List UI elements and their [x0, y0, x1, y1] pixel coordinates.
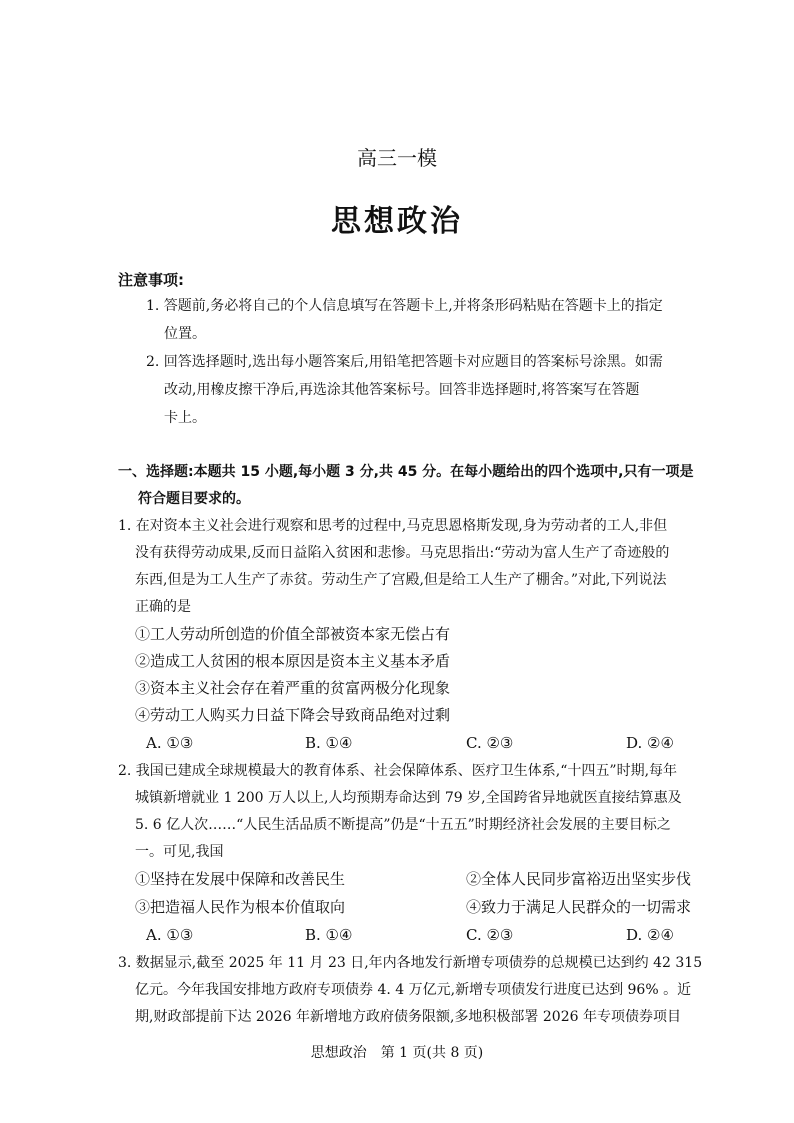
question-2-line: 5. 6 亿人次……“人民生活品质不断提高”仍是“十五五”时期经济社会发展的主要目标之 [135, 817, 671, 833]
section-heading-cont: 符合题目要求的。 [138, 491, 250, 507]
exam-title: 思想政治 [331, 204, 463, 239]
exam-subtitle: 高三一模 [357, 146, 437, 170]
question-1-line: 1. 在对资本主义社会进行观察和思考的过程中,马克思恩格斯发现,身为劳动者的工人,非但 [118, 518, 668, 534]
question-1-option-d: D. ②④ [626, 734, 674, 752]
question-1-line: 东西,但是为工人生产了赤贫。劳动生产了宫殿,但是给工人生产了棚舍。”对此,下列说法 [135, 572, 667, 588]
question-1-statement: ④劳动工人购买力日益下降会导致商品绝对过剩 [135, 706, 451, 724]
question-3-line: 期,财政部提前下达 2026 年新增地方政府债务限额,多地积极部署 2026 年专项债券项目 [135, 1009, 681, 1025]
question-1-line: 正确的是 [135, 599, 191, 615]
question-3-line: 3. 数据显示,截至 2025 年 11 月 23 日,年内各地发行新增专项债券的总规模已达到约 42 315 [118, 955, 703, 971]
question-2-option-d: D. ②④ [626, 926, 674, 944]
notes-line: 1. 答题前,务必将自己的个人信息填写在答题卡上,并将条形码粘贴在答题卡上的指定 [146, 298, 663, 314]
question-2-option-b: B. ①④ [305, 926, 353, 944]
question-1-option-b: B. ①④ [305, 734, 353, 752]
question-2-statement: ④致力于满足人民群众的一切需求 [466, 898, 692, 916]
notes-line: 卡上。 [164, 410, 206, 426]
notes-line: 2. 回答选择题时,选出每小题答案后,用铅笔把答题卡对应题目的答案标号涂黑。如需 [146, 354, 663, 370]
question-2-statement: ②全体人民同步富裕迈出坚实步伐 [466, 870, 692, 888]
notes-line: 位置。 [164, 326, 206, 342]
question-2-statement: ③把造福人民作为根本价值取向 [135, 898, 346, 916]
question-2-line: 一。可见,我国 [135, 844, 224, 860]
question-2-option-c: C. ②③ [466, 926, 514, 944]
question-2-statement: ①坚持在发展中保障和改善民生 [135, 870, 346, 888]
question-1-statement: ①工人劳动所创造的价值全部被资本家无偿占有 [135, 625, 451, 643]
question-3-line: 亿元。今年我国安排地方政府专项债券 4. 4 万亿元,新增专项债发行进度已达到 96% 。近 [135, 982, 692, 998]
notes-line: 改动,用橡皮擦干净后,再选涂其他答案标号。回答非选择题时,将答案写在答题 [164, 382, 640, 398]
question-1-statement: ②造成工人贫困的根本原因是资本主义基本矛盾 [135, 652, 451, 670]
question-1-option-a: A. ①③ [146, 734, 194, 752]
section-heading: 一、选择题:本题共 15 小题,每小题 3 分,共 45 分。在每小题给出的四个选项中,只有一项是 [118, 464, 694, 480]
page-footer: 思想政治 第 1 页(共 8 页) [310, 1045, 484, 1061]
question-1-option-c: C. ②③ [466, 734, 514, 752]
question-2-line: 城镇新增就业 1 200 万人以上,人均预期寿命达到 79 岁,全国跨省异地就医直接结算惠及 [135, 790, 682, 806]
question-1-statement: ③资本主义社会存在着严重的贫富两极分化现象 [135, 679, 451, 697]
notes-heading: 注意事项: [118, 271, 184, 289]
question-2-option-a: A. ①③ [146, 926, 194, 944]
question-2-line: 2. 我国已建成全球规模最大的教育体系、社会保障体系、医疗卫生体系,“十四五”时期,每年 [118, 763, 678, 779]
question-1-line: 没有获得劳动成果,反而日益陷入贫困和悲惨。马克思指出:“劳动为富人生产了奇迹般的 [135, 545, 670, 561]
